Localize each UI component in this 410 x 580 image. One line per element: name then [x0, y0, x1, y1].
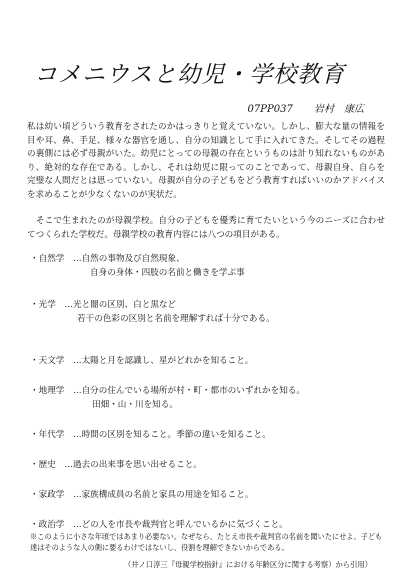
footnote: ※このように小さな年頃ではあまり必要ない。なぜなら、たとえ市長や裁判官の名前を聞いたにせよ、子ども達はそのような人の側に要るわけではないし、役割を理解できないからである。: [30, 532, 383, 552]
list-item-natural-science: [30, 252, 385, 280]
list-item-politics: [30, 518, 385, 532]
list-item-chronology: [30, 428, 385, 442]
paragraph-mother-school: そこで生まれたのが母親学校。自分の子どもを優秀に育てたいという今のニーズに合わせてつくられた学校だ。母親学校の教育内容には八つの項目がある。: [27, 216, 385, 240]
list-item-head: ・年代学 …時間の区別を知ること。季節の違いを知ること。: [30, 430, 271, 440]
author-name: 岩村 康広: [314, 104, 364, 115]
student-id: 07PP037: [247, 104, 293, 115]
list-item-continuation: 若干の色彩の区別と名前を理解すれば十分である。: [77, 314, 275, 324]
list-item-astronomy: [30, 354, 385, 368]
list-item-head: ・自然学 …自然の事物及び自然現象、: [30, 254, 185, 264]
list-item-head: ・天文学 …太陽と月を認識し、星がどれかを知ること。: [30, 356, 254, 366]
list-item-geography: [30, 384, 385, 412]
list-item-optics: [30, 298, 385, 326]
list-item-home-economics: [30, 488, 385, 502]
list-item-head: ・歴史 …過去の出来事を思い出せること。: [30, 460, 202, 470]
citation: （井ノ口淳三『母親学校指針』における年齢区分に関する考察）から引用）: [123, 560, 372, 569]
list-item-head: ・政治学 …どの人を市長や裁判官と呼んでいるかに気づくこと。: [30, 520, 288, 530]
list-item-continuation: 田畑・山・川を知る。: [92, 400, 178, 410]
list-item-head: ・光学 …光と闇の区別、白と黒など: [30, 300, 177, 310]
list-item-head: ・地理学 …自分の住んでいる場所が村・町・都市のいずれかを知る。: [30, 386, 306, 396]
document-meta: [248, 100, 364, 115]
list-item-continuation: 自身の身体・四肢の名前と働きを学ぶ事: [90, 268, 245, 278]
paragraph-intro: 私は幼い頃どういう教育をされたのかはっきりと覚えていない。しかし、膨大な量の情報を目や耳、鼻、手足、様々な器官を通し、自分の知識として手に入れてきた。そしてその過程の裏側には必ず母親がいた。幼児にとっての母親の存在というものは計り知れないものがあり、絶対的な存在である。しかし、それは幼児に限ってのことであって、母親自身、自らを完璧な人間だとは思っていない。母親が自分の子どもをどう教育すればいいのかアドバイスを求めることが少なくないのが実状だ。: [27, 122, 385, 200]
document-title: コメニウスと幼児・学校教育: [34, 62, 346, 88]
list-item-head: ・家政学 …家族構成員の名前と家具の用途を知ること。: [30, 490, 254, 500]
list-item-history: [30, 458, 385, 472]
